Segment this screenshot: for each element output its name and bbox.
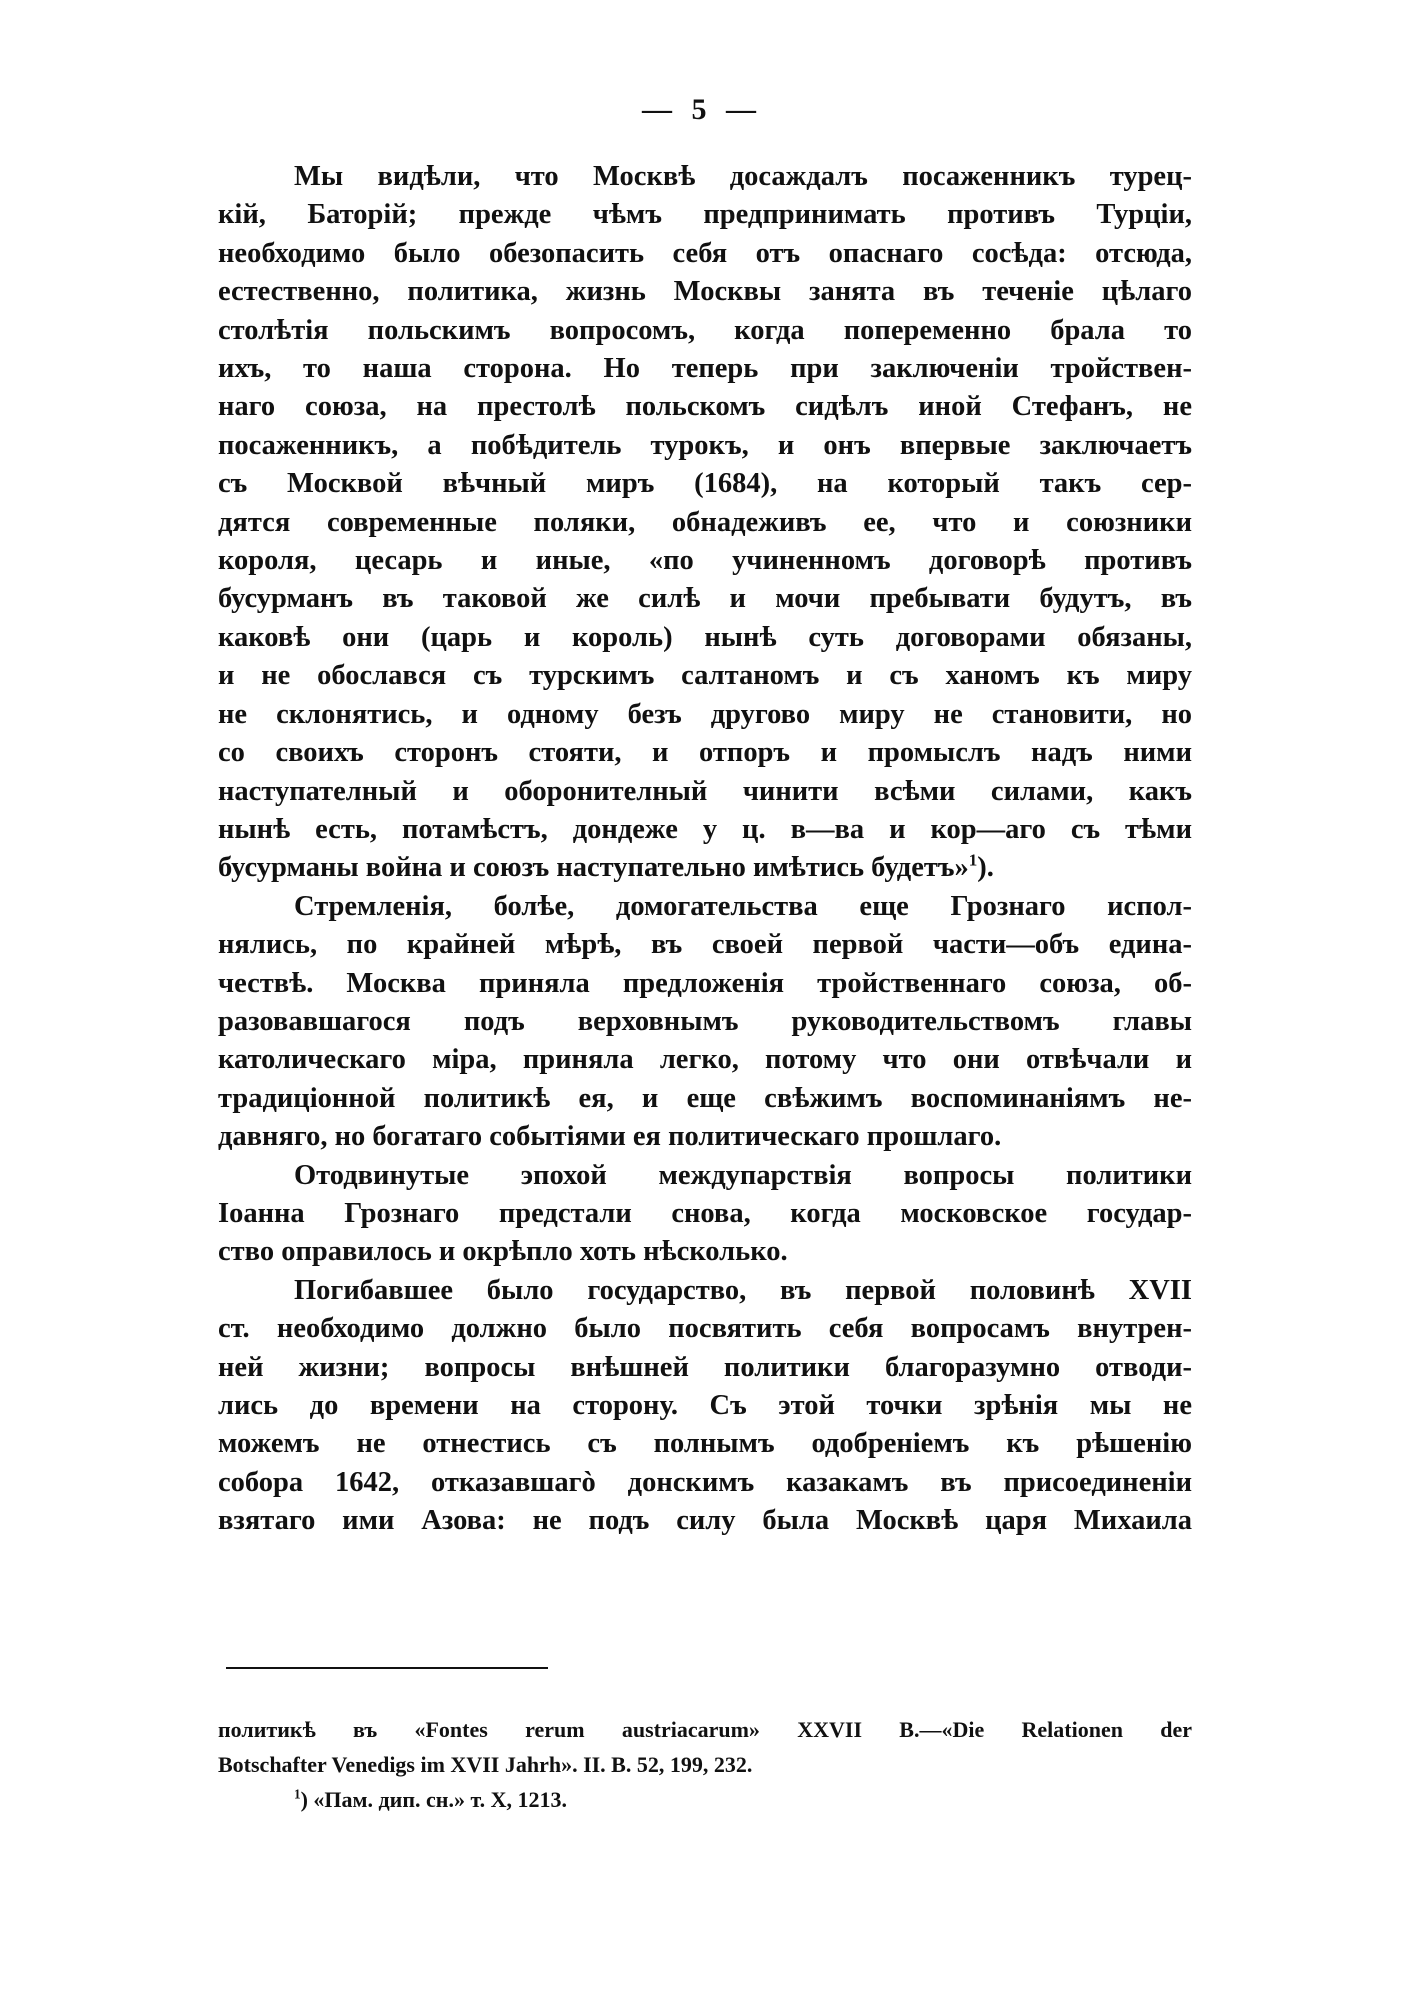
paragraph-3 bbox=[218, 1157, 1192, 1272]
text-line: нынѣ есть, потамѣстъ, дондеже у ц. в—ва и кор—аго съ тѣми bbox=[218, 813, 1192, 845]
paragraph-2 bbox=[218, 888, 1192, 1157]
text-line: дятся современные поляки, обнадеживъ ее, что и союзники bbox=[218, 506, 1192, 538]
text-line: ней жизни; вопросы внѣшней политики благоразумно отводи- bbox=[218, 1351, 1192, 1383]
text-line: Стремленія, болѣе, домогательства еще Грознаго испол- bbox=[294, 890, 1192, 922]
text-line: Іоанна Грознаго предстали снова, когда московское государ- bbox=[218, 1197, 1192, 1229]
text-line: кій, Баторій; прежде чѣмъ предпринимать противъ Турціи, bbox=[218, 199, 1192, 231]
text-line: столѣтія польскимъ вопросомъ, когда попеременно брала то bbox=[218, 314, 1192, 346]
text-line: ст. необходимо должно было посвятить себя вопросамъ внутрен- bbox=[218, 1313, 1192, 1345]
text-line: съ Москвой вѣчный миръ (1684), на который такъ сер- bbox=[218, 468, 1192, 500]
text-line: посаженникъ, а побѣдитель турокъ, и онъ впервые заключаетъ bbox=[218, 429, 1192, 461]
text-line: лись до времени на сторону. Съ этой точки зрѣнія мы не bbox=[218, 1390, 1192, 1421]
footnotes bbox=[218, 1712, 1192, 1817]
text-line: собора 1642, отказавшагò донскимъ казакамъ въ присоединеніи bbox=[218, 1466, 1192, 1498]
text-line: давняго, но богатаго событіями ея политическаго прошлаго. bbox=[218, 1121, 1002, 1153]
text-line: нялись, по крайней мѣрѣ, въ своей первой части—объ едина- bbox=[218, 929, 1192, 961]
footnote-text: ) «Пам. дип. сн.» т. X, 1213. bbox=[300, 1787, 567, 1812]
text-line: каковѣ они (царь и король) нынѣ суть договорами обязаны, bbox=[218, 621, 1192, 653]
text-line: ство оправилось и окрѣпло хоть нѣсколько. bbox=[218, 1236, 788, 1268]
text-line: можемъ не отнестись съ полнымъ одобреніемъ къ рѣшенію bbox=[218, 1428, 1192, 1460]
page-number: — 5 — bbox=[642, 93, 762, 126]
text-line: Мы видѣли, что Москвѣ досаждалъ посаженникъ турец- bbox=[294, 161, 1192, 192]
text-line: чествѣ. Москва приняла предложенія тройственнаго союза, об- bbox=[218, 967, 1192, 999]
text-line: не склонятись, и одному безъ другово миру не становити, но bbox=[218, 698, 1192, 730]
footnote-separator bbox=[226, 1667, 548, 1669]
text-line: традиціонной политикѣ ея, и еще свѣжимъ воспоминаніямъ не- bbox=[218, 1082, 1192, 1114]
text-line: разовавшагося подъ верховнымъ руководительствомъ главы bbox=[218, 1005, 1192, 1037]
footnote-reference: 1 bbox=[968, 850, 978, 870]
text-line: наго союза, на престолѣ польскомъ сидѣлъ иной Стефанъ, не bbox=[218, 391, 1192, 423]
main-text bbox=[218, 158, 1192, 1541]
text-line: наступателный и оборонителный чинити всѣми силами, какъ bbox=[218, 775, 1192, 807]
text-line: бусурманъ въ таковой же силѣ и мочи пребывати будутъ, въ bbox=[218, 583, 1192, 615]
text-line: Погибавшее было государство, въ первой половинѣ XVII bbox=[294, 1274, 1192, 1306]
footnote-line: Botschafter Venedigs im XVII Jahrh». II. B. 52, 199, 232. bbox=[218, 1752, 753, 1777]
text-segment: бусурманы война и союзъ наступательно имѣтись будетъ» bbox=[218, 852, 969, 884]
text-line bbox=[218, 849, 1192, 887]
text-line: взятаго ими Азова: не подъ силу была Москвѣ царя Михаила bbox=[218, 1505, 1192, 1537]
text-line: короля, цесарь и иные, «по учиненномъ договорѣ противъ bbox=[218, 545, 1192, 577]
text-line: Отодвинутые эпохой междупарствія вопросы политики bbox=[294, 1159, 1192, 1191]
footnote-line: политикѣ въ «Fontes rerum austriacarum» XXVII B.—«Die Relationen der bbox=[218, 1717, 1192, 1742]
footnote-1 bbox=[218, 1782, 1192, 1817]
text-line: со своихъ сторонъ стояти, и отпоръ и промыслъ надъ ними bbox=[218, 737, 1192, 769]
text-segment: ). bbox=[977, 852, 994, 884]
text-line: необходимо было обезопасить себя отъ опаснаго сосѣда: отсюда, bbox=[218, 237, 1192, 269]
paragraph-4 bbox=[218, 1272, 1192, 1541]
paragraph-1 bbox=[218, 158, 1192, 888]
text-line: и не обослався съ турскимъ салтаномъ и съ ханомъ къ миру bbox=[218, 660, 1192, 692]
footnote-mark: 1 bbox=[294, 1786, 301, 1802]
text-line: католическаго міра, приняла легко, потому что они отвѣчали и bbox=[218, 1044, 1192, 1076]
text-line: ихъ, то наша сторона. Но теперь при заключеніи тройствен- bbox=[218, 353, 1192, 385]
text-line: естественно, политика, жизнь Москвы занята въ теченіе цѣлаго bbox=[218, 276, 1192, 308]
